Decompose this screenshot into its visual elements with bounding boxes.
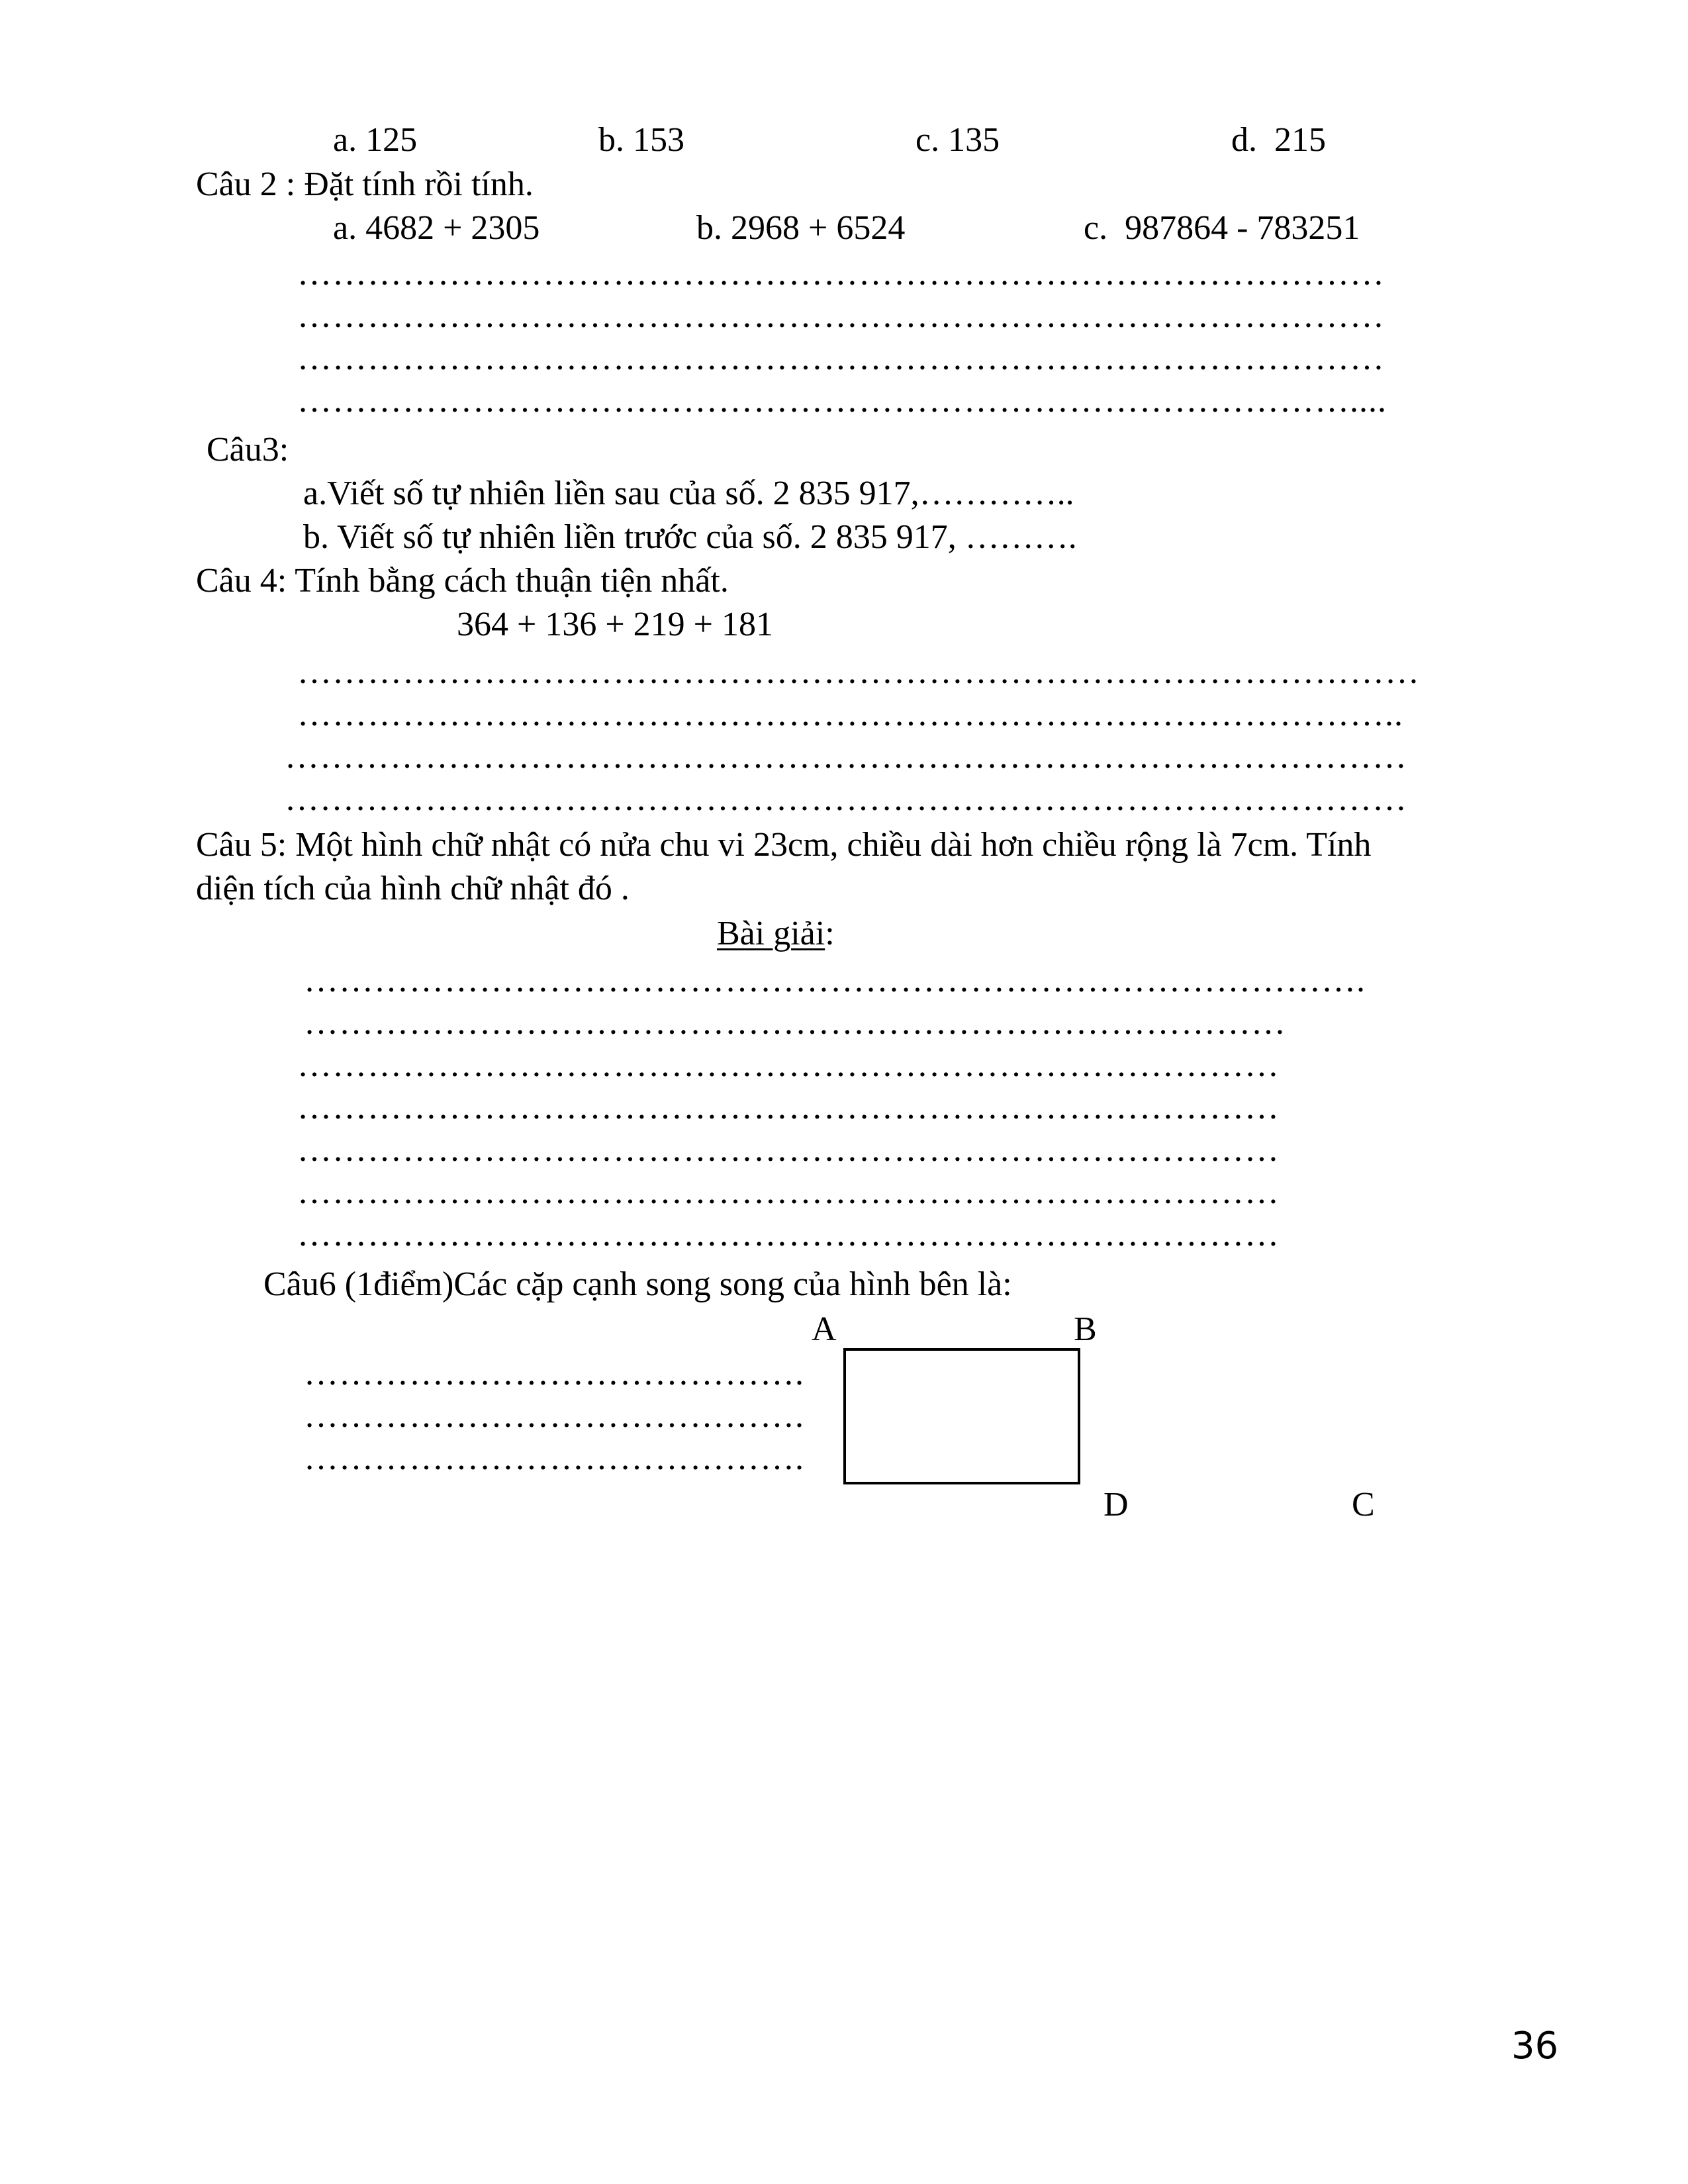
q5-problem-line-2: diện tích của hình chữ nhật đó . xyxy=(196,870,630,907)
q3-title: Câu3: xyxy=(207,431,289,469)
q2-answer-line: ………………………………………………………………………………… xyxy=(297,340,1385,377)
q5-answer-line: ………………………………………………………………………………. xyxy=(304,962,1366,999)
q6-answer-line: ……………………………………. xyxy=(304,1355,804,1392)
q4-answer-line: …………………………………………………………………………………… xyxy=(297,653,1420,691)
q1-option-d: d. 215 xyxy=(1231,121,1326,159)
q5-solution-colon: : xyxy=(825,915,835,952)
q6-answer-line: ……………………………………. xyxy=(304,1439,804,1477)
q4-answer-line: ………………………………………………………………………………….. xyxy=(297,696,1403,733)
q5-solution-label: Bài giải xyxy=(717,915,825,952)
q4-expression: 364 + 136 + 219 + 181 xyxy=(457,606,773,643)
vertex-label-b: B xyxy=(1074,1310,1097,1348)
q5-answer-line: ………………………………………………………………………… xyxy=(297,1131,1280,1169)
q1-option-b: b. 153 xyxy=(598,121,684,159)
q2-title: Câu 2 : Đặt tính rồi tính. xyxy=(196,165,534,203)
q1-option-a: a. 125 xyxy=(333,121,418,159)
q5-answer-line: ………………………………………………………………………… xyxy=(297,1173,1280,1211)
q5-answer-line: ………………………………………………………………………… xyxy=(297,1089,1280,1126)
q2-answer-line: ………………………………………………………………………………… xyxy=(297,255,1385,293)
q5-answer-line: ………………………………………………………………………… xyxy=(304,1004,1286,1042)
q2-item-c: c. 987864 - 783251 xyxy=(1084,209,1360,247)
q2-answer-line: ……………………………………………………………………………….... xyxy=(297,382,1387,420)
q4-title: Câu 4: Tính bằng cách thuận tiện nhất. xyxy=(196,562,729,600)
q2-item-a: a. 4682 + 2305 xyxy=(333,209,540,247)
q5-solution-heading xyxy=(717,917,835,951)
page-number: 36 xyxy=(1511,2025,1559,2068)
q5-answer-line: ………………………………………………………………………… xyxy=(297,1216,1280,1253)
q6-title: Câu6 (1điểm)Các cặp cạnh song song của hình bên là: xyxy=(263,1265,1012,1303)
vertex-label-a: A xyxy=(812,1310,837,1348)
q2-answer-line: ………………………………………………………………………………… xyxy=(297,297,1385,335)
rectangle-figure xyxy=(843,1348,1080,1484)
q5-answer-line: ………………………………………………………………………… xyxy=(297,1046,1280,1084)
vertex-label-d: D xyxy=(1103,1486,1129,1524)
q5-problem-line-1: Câu 5: Một hình chữ nhật có nửa chu vi 23cm, chiều dài hơn chiều rộng là 7cm. Tính xyxy=(196,826,1372,864)
q3-part-b: b. Viết số tự nhiên liền trước của số. 2 835 917, ………. xyxy=(303,518,1077,556)
q1-option-c: c. 135 xyxy=(915,121,1000,159)
q6-answer-line: ……………………………………. xyxy=(304,1397,804,1435)
q4-answer-line: …………………………………………………………………………………… xyxy=(285,738,1407,776)
q3-part-a: a.Viết số tự nhiên liền sau của số. 2 835 917,………….. xyxy=(303,475,1074,512)
q4-answer-line: …………………………………………………………………………………… xyxy=(285,780,1407,818)
q2-item-b: b. 2968 + 6524 xyxy=(696,209,906,247)
vertex-label-c: C xyxy=(1352,1486,1375,1524)
